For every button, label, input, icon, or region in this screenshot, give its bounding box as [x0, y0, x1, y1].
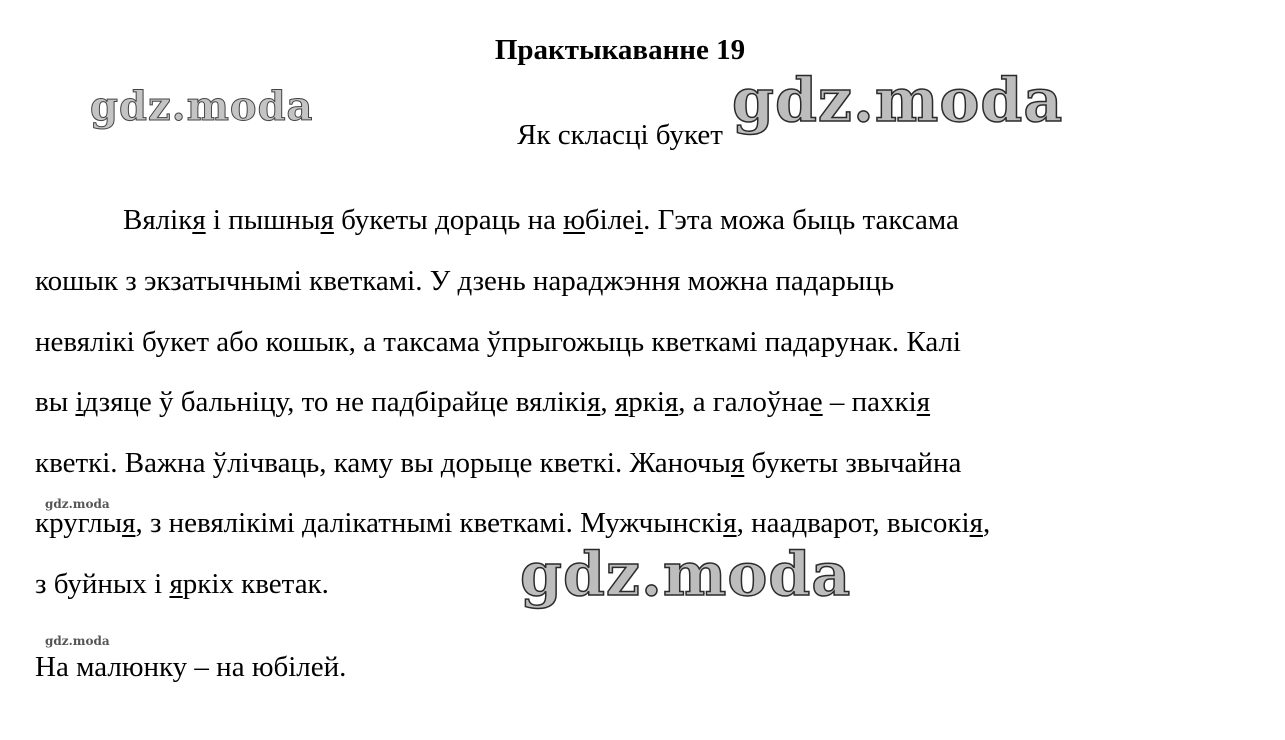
watermark-logo: gdz.moda — [732, 66, 1064, 136]
text-segment: , а галоўна — [678, 386, 810, 418]
paragraph-line-1 — [123, 200, 959, 240]
underlined-letter: ю — [563, 204, 585, 236]
underlined-letter: я — [969, 507, 983, 539]
text-segment: . Гэта можа быць таксама — [643, 204, 959, 236]
text-segment: ркі — [628, 386, 665, 418]
underlined-letter: я — [723, 507, 737, 539]
text-segment: – пахкі — [822, 386, 917, 418]
text-segment: , з невялікімі далікатнымі кветкамі. Мужчынскі — [135, 507, 724, 539]
underlined-letter: я — [122, 507, 136, 539]
underlined-letter: я — [169, 568, 183, 600]
underlined-letter: я — [320, 204, 334, 236]
watermark-logo: gdz.moda — [90, 83, 314, 130]
text-segment: , — [982, 507, 991, 539]
text-segment: і пышны — [205, 204, 321, 236]
text-segment: дзяце ў бальніцу, то не падбірайце вялікі — [83, 386, 588, 418]
paragraph-line-5 — [35, 443, 961, 483]
underlined-letter: я — [192, 204, 206, 236]
text-segment: Вялік — [123, 204, 193, 236]
paragraph-line-7 — [35, 564, 329, 604]
text-segment: круглы — [35, 507, 123, 539]
watermark-small: gdz.moda — [45, 634, 110, 648]
text-segment: невялікі букет або кошык, а таксама ўпрыгожыць кветкамі падарунак. Калі — [35, 326, 961, 358]
paragraph-line-6 — [35, 503, 990, 543]
text-subtitle: Як скласці букет — [517, 119, 723, 151]
text-segment: вы — [35, 386, 76, 418]
underlined-letter: і — [635, 204, 644, 236]
text-segment: букеты звычайна — [744, 447, 962, 479]
underlined-letter: я — [916, 386, 931, 418]
paragraph-line-4 — [35, 382, 930, 422]
watermark-logo: gdz.moda — [520, 540, 852, 610]
underlined-letter: і — [75, 386, 84, 418]
answer-text: На малюнку – на юбілей. — [35, 651, 347, 683]
text-segment: кветкі. Важна ўлічваць, каму вы дорыце кветкі. Жаночы — [35, 447, 731, 479]
page-title: Практыкаванне 19 — [494, 34, 746, 66]
underlined-letter: я — [730, 447, 745, 479]
underlined-letter: я — [587, 386, 601, 418]
text-segment: біле — [584, 204, 636, 236]
watermark-small: gdz.moda — [45, 497, 110, 511]
underlined-letter: я — [664, 386, 679, 418]
text-segment: кошык з экзатычнымі кветкамі. У дзень нараджэння можна падарыць — [35, 265, 895, 297]
paragraph-line-2 — [35, 261, 894, 301]
text-segment: ркіх кветак. — [182, 568, 329, 600]
text-segment: букеты дораць на — [333, 204, 564, 236]
paragraph-line-3 — [35, 322, 961, 362]
underlined-letter: е — [809, 386, 823, 418]
text-segment: , наадварот, высокі — [736, 507, 970, 539]
underlined-letter: я — [614, 386, 629, 418]
text-segment: з буйных і — [35, 568, 170, 600]
text-segment: , — [600, 386, 615, 418]
